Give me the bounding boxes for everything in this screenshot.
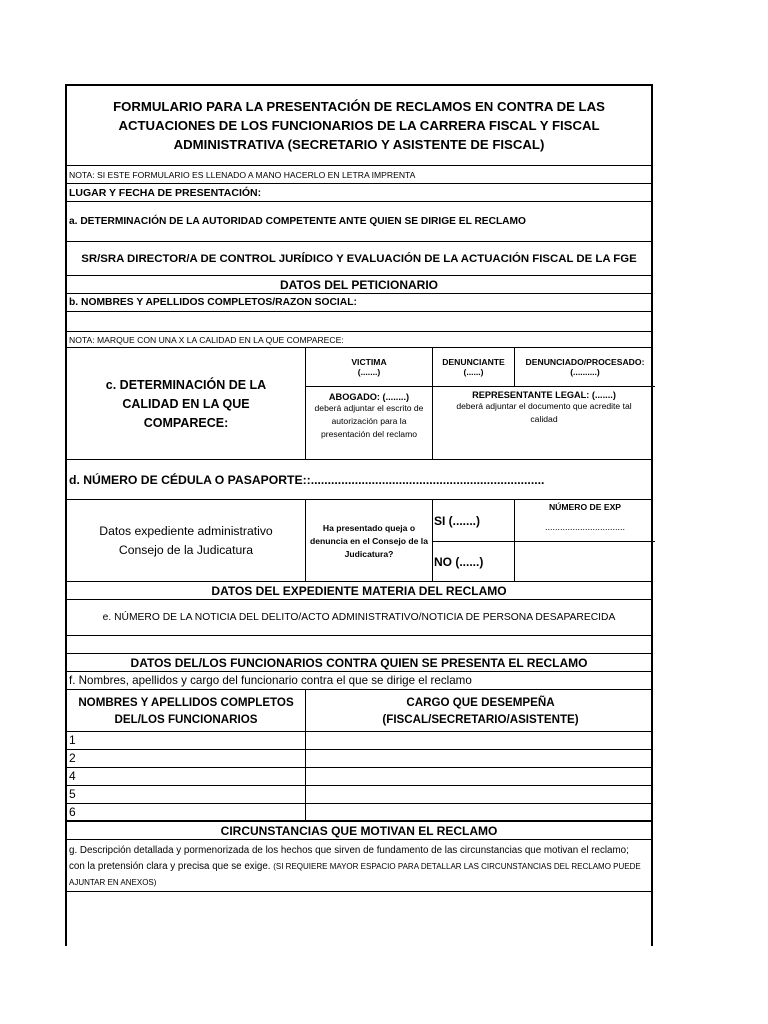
divider — [305, 768, 306, 786]
table-row[interactable] — [67, 750, 651, 768]
divider — [305, 804, 306, 822]
complaint-form — [65, 84, 653, 946]
option-accused[interactable] — [515, 348, 655, 386]
row-number: 5 — [69, 787, 76, 801]
section-f-row — [67, 672, 651, 690]
section-c-block — [67, 348, 651, 460]
file-header-row — [67, 582, 651, 600]
section-f-label: f. Nombres, apellidos y cargo del funcionario contra el que se dirige el reclamo — [69, 674, 472, 687]
complainant-label: DENUNCIANTE — [442, 357, 505, 367]
section-e-label: e. NÚMERO DE LA NOTICIA DEL DELITO/ACTO ADMINISTRATIVO/NOTICIA DE PERSONA DESAPARECIDA — [102, 612, 616, 623]
note-mark: NOTA: MARQUE CON UNA X LA CALIDAD EN LA QUE COMPARECE: — [69, 334, 344, 345]
victim-mark: (.......) — [357, 367, 381, 377]
yes-label: SI (.......) — [434, 513, 481, 528]
admin-file-block — [67, 500, 651, 582]
authority-text: SR/SRA DIRECTOR/A DE CONTROL JURÍDICO Y EVALUACIÓN DE LA ACTUACIÓN FISCAL DE LA FGE — [81, 252, 637, 265]
officials-header: DATOS DEL/LOS FUNCIONARIOS CONTRA QUIEN SE PRESENTA EL RECLAMO — [130, 655, 588, 670]
divider — [305, 750, 306, 768]
row-number: 4 — [69, 769, 76, 783]
section-g-note: (SI REQUIERE MAYOR ESPACIO PARA DETALLAR LAS CIRCUNSTANCIAS DEL RECLAMO PUEDE AJUNTAR EN ANEXOS) — [69, 862, 641, 887]
divider — [305, 386, 655, 387]
option-yes[interactable] — [434, 500, 514, 541]
petitioner-header-row — [67, 276, 651, 294]
row-number: 2 — [69, 751, 76, 765]
description-textarea[interactable] — [67, 892, 651, 948]
officials-header-row — [67, 654, 651, 672]
divider — [305, 786, 306, 804]
row-number: 6 — [69, 805, 76, 819]
file-header: DATOS DEL EXPEDIENTE MATERIA DEL RECLAMO — [211, 583, 507, 598]
option-complainant[interactable] — [433, 348, 514, 386]
victim-label: VICTIMA — [351, 357, 387, 367]
circumstances-header-row — [67, 822, 651, 840]
officials-table-header — [67, 690, 651, 732]
form-title-row — [67, 86, 651, 166]
complaint-question: Ha presentado queja o denuncia en el Consejo de la Judicatura? — [310, 522, 428, 559]
petitioner-header: DATOS DEL PETICIONARIO — [279, 277, 438, 292]
col-names-cell — [67, 690, 305, 732]
lawyer-note: deberá adjuntar el escrito de autorización para la presentación del reclamo — [314, 403, 424, 439]
file-number-label: NÚMERO DE EXP — [548, 502, 622, 512]
col-names-header: NOMBRES Y APELLIDOS COMPLETOS DEL/LOS FUNCIONARIOS — [78, 696, 294, 726]
admin-file-label-cell — [67, 500, 305, 582]
section-b-label: b. NOMBRES Y APELLIDOS COMPLETOS/RAZON SOCIAL: — [69, 297, 357, 308]
note-handwritten-row — [67, 166, 651, 184]
table-row[interactable] — [67, 804, 651, 822]
section-g-row — [67, 840, 651, 892]
complaint-question-cell — [306, 500, 432, 582]
file-number-blank: ................................ — [544, 522, 625, 532]
table-row[interactable] — [67, 768, 651, 786]
authority-row — [67, 242, 651, 276]
table-row[interactable] — [67, 786, 651, 804]
id-number-label: d. NÚMERO DE CÉDULA O PASAPORTE::..................................................................... — [69, 472, 545, 487]
section-g-text — [69, 843, 645, 891]
section-c-label-cell — [67, 348, 305, 460]
accused-label: DENUNCIADO/PROCESADO: — [525, 357, 645, 367]
section-a-label: a. DETERMINACIÓN DE LA AUTORIDAD COMPETENTE ANTE QUIEN SE DIRIGE EL RECLAMO — [69, 216, 526, 227]
place-date-label: LUGAR Y FECHA DE PRESENTACIÓN: — [69, 186, 262, 199]
note-handwritten: NOTA: SI ESTE FORMULARIO ES LLENADO A MANO HACERLO EN LETRA IMPRENTA — [69, 169, 416, 180]
representative-label: REPRESENTANTE LEGAL: (.......) — [472, 390, 616, 400]
note-mark-row — [67, 332, 651, 348]
option-legal-representative[interactable] — [433, 390, 655, 458]
option-victim[interactable] — [306, 348, 432, 386]
option-no[interactable] — [434, 542, 514, 582]
section-c-label: c. DETERMINACIÓN DE LA CALIDAD EN LA QUE COMPARECE: — [105, 377, 267, 430]
option-lawyer[interactable] — [306, 392, 432, 460]
name-entry-field[interactable] — [67, 312, 651, 332]
section-e-row — [67, 600, 651, 636]
lawyer-label: ABOGADO: (........) — [328, 392, 410, 402]
form-title: FORMULARIO PARA LA PRESENTACIÓN DE RECLAMOS EN CONTRA DE LAS ACTUACIONES DE LOS FUNCIONARIOS DE LA CARRERA FISCAL Y FISCAL ADMINISTRATIVA (SECRETARIO Y ASISTENTE DE FISCAL) — [113, 99, 605, 152]
col-position-header: CARGO QUE DESEMPEÑA (FISCAL/SECRETARIO/ASISTENTE) — [382, 696, 579, 726]
col-position-cell — [306, 690, 655, 732]
table-row[interactable] — [67, 732, 651, 750]
notice-number-field[interactable] — [67, 636, 651, 654]
accused-mark: (..........) — [570, 367, 600, 377]
section-a-row — [67, 202, 651, 242]
complainant-mark: (......) — [463, 367, 484, 377]
representative-note: deberá adjuntar el documento que acredite tal calidad — [456, 401, 632, 424]
section-d-row[interactable] — [67, 460, 651, 500]
section-b-row — [67, 294, 651, 312]
place-date-row[interactable] — [67, 184, 651, 202]
no-label: NO (......) — [434, 555, 484, 569]
row-number: 1 — [69, 733, 76, 747]
file-number-cell[interactable] — [515, 500, 655, 541]
section-g-label: g. Descripción detallada y pormenorizada de los hechos que sirven de fundamento de las circunstancias que motivan el reclamo; con la pretensión clara y precisa que se exige. — [69, 845, 629, 872]
circumstances-header: CIRCUNSTANCIAS QUE MOTIVAN EL RECLAMO — [220, 823, 498, 838]
divider — [305, 732, 306, 750]
admin-file-label: Datos expediente administrativo Consejo de la Judicatura — [99, 524, 273, 557]
